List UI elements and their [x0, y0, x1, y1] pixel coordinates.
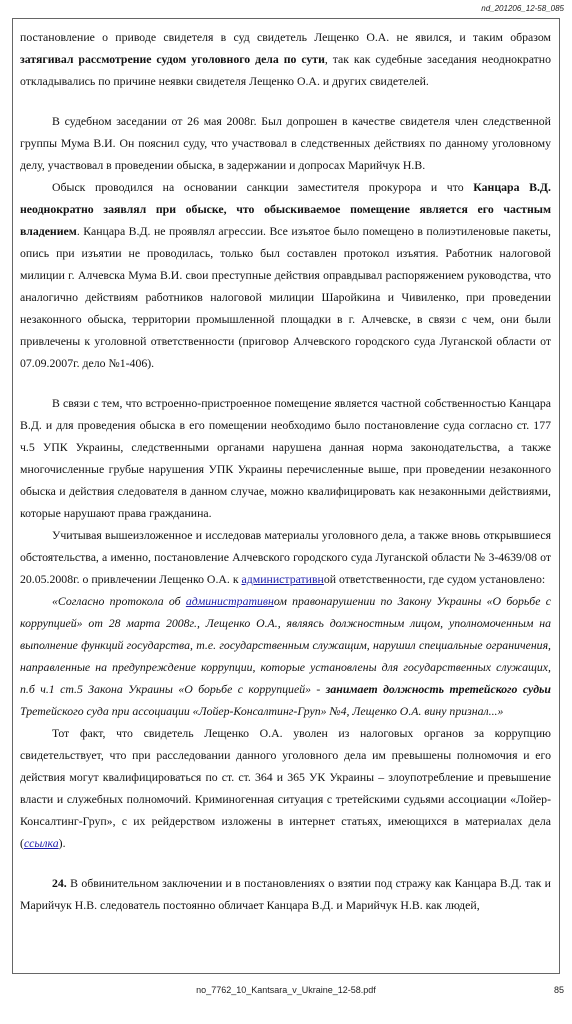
text-run: , так как судебные заседания неоднократно откладывались по причине неявки свидетеля Лещенко О.А. и других свидетелей. [20, 52, 551, 88]
bold-text: Канцара В.Д. неоднократно заявлял при обыске, что обыскиваемое помещение является его частным владением [20, 180, 551, 238]
document-id: nd_201206_12-58_085 [481, 4, 564, 13]
text-run: ой ответственности, где судом установлено: [323, 572, 546, 586]
paragraph-1 [20, 26, 551, 92]
paragraph-6 [20, 722, 551, 854]
paragraph-5 [20, 524, 551, 590]
paragraph-4: В связи с тем, что встроенно-пристроенное помещение является частной собственностью Канцара В.Д. и для проведения обыска в его помещении необходимо было постановление суда согласно ст. 177 ч.5 УПК Украины, следственными органами нарушена данная норма законодательства, а также многочисленные грубые нарушения УПК Украины перечисленные выше, при проведении незаконного обыска и действия следователя в данном случае, можно квалифицировать как незаконными действиями, которые нарушают права гражданина. [20, 396, 551, 520]
bold-text: занимает должность третейского судьи [325, 682, 551, 696]
text-run: В обвинительном заключении и в постановлениях о взятии под стражу как Канцара В.Д. так и Марийчук Н.В. следователь постоянно обличает Канцара В.Д. и Марийчук Н.В. как людей, [20, 876, 551, 912]
text-run: «Согласно протокола об [52, 594, 186, 608]
quote-paragraph [20, 590, 551, 722]
text-run: Третейского суда при ассоциации «Лойер-Консалтинг-Груп» №4, Лещенко О.А. вину признал...» [20, 704, 504, 718]
paragraph-24 [20, 872, 551, 916]
text-run: . Канцара В.Д. не проявлял агрессии. Все изъятое было помещено в полиэтиленовые пакеты, опись при изъятии не проводилась, только был составлен протокол изъятия. Работник налоговой милиции г. Алчевска Мума В.И. свои преступные действия оправдывал распоряжением руководства, что аналогично действиям работников налоговой милиции Шаройкина и Чивиленко, при проведении незаконного обыска, территории промышленной площадки в г. Алчевске, в связи с чем, они были привлечены к уголовной ответственности (приговор Алчевского городского суда Луганской области от 07.09.2007г. дело №1-406). [20, 224, 551, 370]
footer-filename: no_7762_10_Kantsara_v_Ukraine_12-58.pdf [196, 985, 376, 995]
text-run: ). [58, 836, 66, 850]
text-run: Обыск проводился на основании санкции заместителя прокурора и что [52, 180, 474, 194]
paragraph-3 [20, 176, 551, 374]
paragraph-2: В судебном заседании от 26 мая 2008г. Был допрошен в качестве свидетеля член следственной группы Мума В.И. Он пояснил суду, что участвовал в следственных действиях по данному уголовному делу, участвовал в проведении обыска, в задержании и допросах Марийчук Н.В. [20, 114, 551, 172]
text-run: постановление о приводе свидетеля в суд свидетель Лещенко О.А. не явился, и таким образом [20, 30, 551, 44]
page-number: 85 [553, 985, 564, 995]
document-body [20, 26, 551, 916]
administrative-link[interactable]: административн [241, 572, 324, 586]
text-run: Тот факт, что свидетель Лещенко О.А. уволен из налоговых органов за коррупцию свидетельствует, что при расследовании данного уголовного дела им превышены полномочия и его действия могут квалифицироваться по ст. ст. 364 и 365 УК Украины – злоупотребление и превышение власти и служебных полномочий. Криминогенная ситуация с третейскими судьями ассоциации «Лойер-Консалтинг-Груп», с их рейдерством изложены в интернет статьях, имеющихся в материалах дела ( [20, 726, 551, 850]
paragraph-number: 24. [52, 876, 67, 890]
reference-link[interactable]: ссылка [23, 836, 59, 850]
administrative-link[interactable]: административн [185, 594, 274, 608]
text-run: ом правонарушении по Закону Украины «О борьбе с коррупцией» от 28 марта 2008г., Лещенко О.А., являясь должностным лицом, уполномоченным на выполнение функций государства, т.е. государственным служащим, нарушил специальные ограничения, направленные на предупреждение коррупции, которые установлены для государственных служащих, п.б ч.1 ст.5 Закона Украины «О борьбе с коррупцией» - [20, 594, 551, 696]
bold-text: затягивал рассмотрение судом уголовного дела по сути [20, 52, 325, 66]
text-run: Учитывая вышеизложенное и исследовав материалы уголовного дела, а также вновь открывшиеся обстоятельства, а именно, постановление Алчевского городского суда Луганской области № 3-4639/08 от 20.05.2008г. о привлечении Лещенко О.А. к [20, 528, 551, 586]
